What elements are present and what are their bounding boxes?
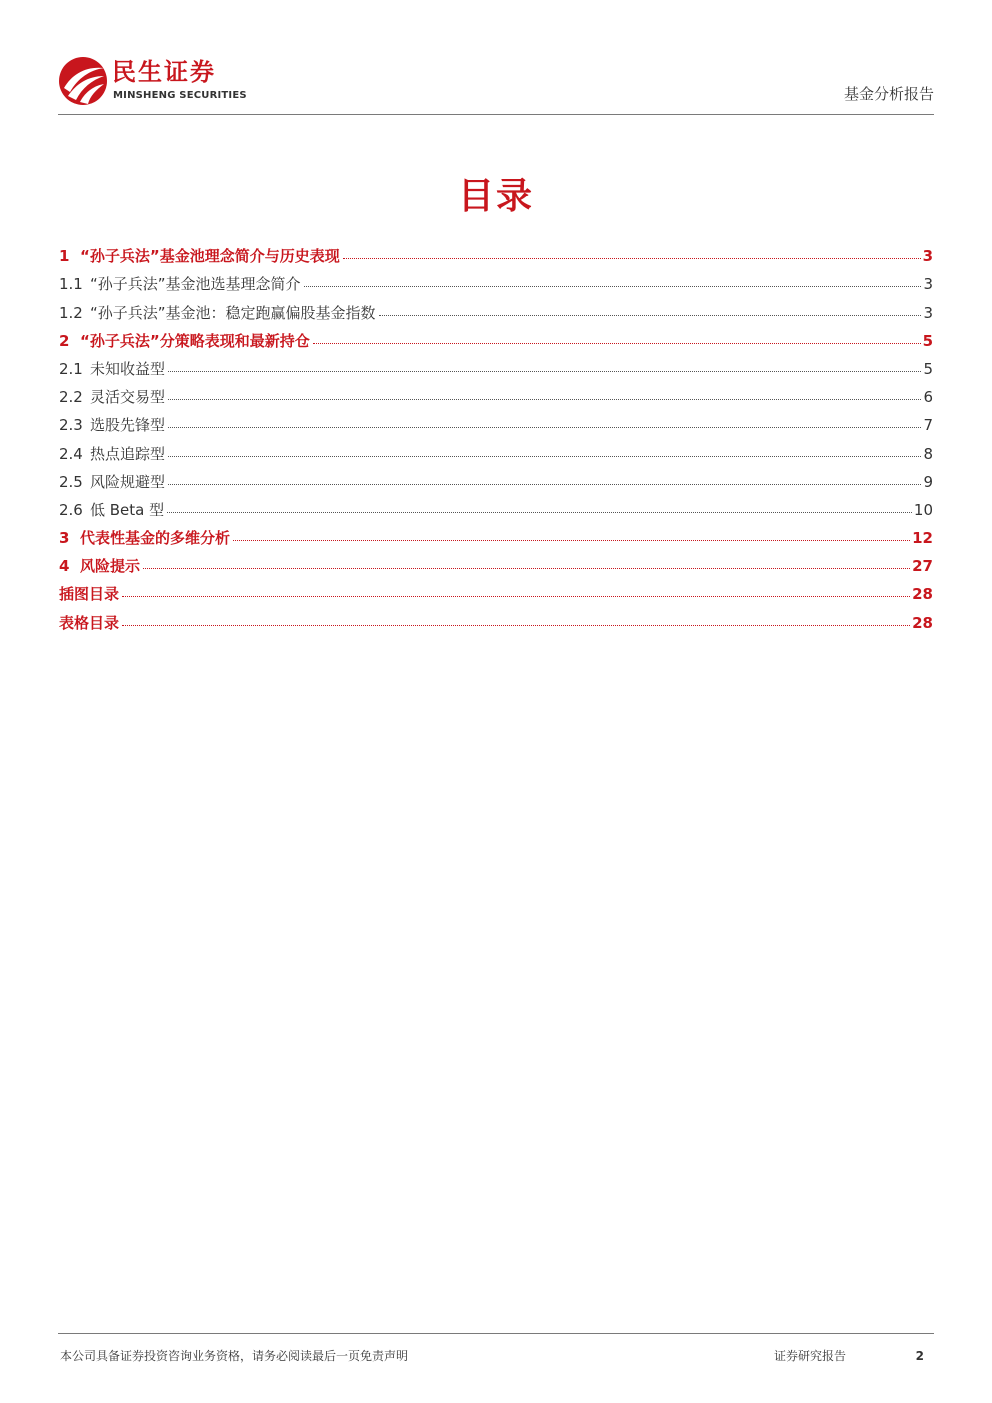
toc-entry-page: 27 [912, 557, 933, 576]
toc-entry-level2[interactable] [59, 351, 933, 379]
toc-entry-title: 选股先锋型 [90, 416, 166, 435]
toc-entry-title: 代表性基金的多维分析 [80, 529, 231, 548]
toc-entry-level2[interactable] [59, 266, 933, 294]
toc-entry-level2[interactable] [59, 435, 933, 463]
toc-entry-level2[interactable] [59, 492, 933, 520]
toc-dot-leader [168, 456, 921, 457]
toc-dot-leader [168, 371, 921, 372]
toc-entry-level1[interactable] [59, 323, 933, 351]
toc-entry-title: 表格目录 [59, 613, 120, 632]
toc-entry-level2[interactable] [59, 294, 933, 322]
report-type-label: 基金分析报告 [843, 85, 934, 103]
toc-dot-leader [304, 286, 922, 287]
company-logo [58, 56, 258, 106]
page-header [58, 56, 934, 115]
toc-entry-level1[interactable] [59, 520, 933, 548]
toc-entry-title: 热点追踪型 [90, 444, 166, 463]
toc-entry-title: “孙子兵法”分策略表现和最新持仓 [80, 331, 310, 350]
table-of-contents [59, 238, 933, 633]
toc-entry-level1[interactable] [59, 576, 933, 604]
toc-entry-page: 7 [923, 416, 933, 435]
toc-dot-leader [168, 427, 921, 428]
toc-entry-page: 3 [922, 247, 933, 266]
toc-entry-title: 风险规避型 [90, 472, 166, 491]
toc-dot-leader [343, 258, 921, 259]
toc-entry-page: 10 [913, 500, 933, 519]
toc-entry-number: 1 [59, 247, 70, 266]
toc-entry-number: 2.6 [59, 500, 83, 519]
toc-entry-number: 2.3 [59, 416, 83, 435]
toc-dot-leader [122, 625, 910, 626]
toc-dot-leader [168, 484, 921, 485]
toc-entry-title: “孙子兵法”基金池选基理念简介 [90, 275, 301, 294]
toc-entry-level1[interactable] [59, 604, 933, 632]
toc-entry-number: 2 [59, 331, 70, 350]
toc-dot-leader [313, 343, 921, 344]
toc-entry-number: 2.1 [59, 359, 83, 378]
toc-entry-title: 未知收益型 [90, 359, 166, 378]
toc-entry-title: 灵活交易型 [90, 388, 166, 407]
toc-entry-title: 插图目录 [59, 585, 120, 604]
toc-entry-page: 6 [923, 388, 933, 407]
toc-entry-page: 28 [912, 585, 933, 604]
toc-entry-number: 2.2 [59, 388, 83, 407]
toc-entry-number: 1.1 [59, 275, 83, 294]
toc-heading: 目录 [457, 176, 534, 217]
toc-dot-leader [233, 540, 910, 541]
page-footer [58, 1333, 934, 1374]
toc-entry-level2[interactable] [59, 464, 933, 492]
toc-entry-title: 风险提示 [80, 557, 141, 576]
minsheng-logo-icon [58, 56, 108, 106]
toc-dot-leader [379, 315, 922, 316]
toc-entry-page: 8 [923, 444, 933, 463]
toc-entry-page: 9 [923, 472, 933, 491]
footer-report-label: 证券研究报告 [774, 1349, 847, 1363]
toc-entry-page: 5 [923, 359, 933, 378]
toc-dot-leader [143, 568, 910, 569]
toc-entry-number: 3 [59, 529, 70, 548]
toc-entry-level2[interactable] [59, 407, 933, 435]
toc-entry-page: 5 [922, 331, 933, 350]
toc-entry-page: 12 [912, 529, 933, 548]
toc-entry-number: 2.4 [59, 444, 83, 463]
logo-english-name: MINSHENG SECURITIES [113, 90, 247, 101]
toc-entry-level2[interactable] [59, 379, 933, 407]
toc-entry-number: 2.5 [59, 472, 83, 491]
toc-entry-title: “孙子兵法”基金池理念简介与历史表现 [80, 247, 340, 266]
toc-entry-page: 3 [923, 303, 933, 322]
toc-entry-level1[interactable] [59, 548, 933, 576]
toc-dot-leader [168, 399, 921, 400]
toc-entry-number: 4 [59, 557, 70, 576]
toc-entry-title: 低 Beta 型 [90, 500, 165, 519]
toc-entry-title: “孙子兵法”基金池：稳定跑赢偏股基金指数 [90, 303, 376, 322]
toc-dot-leader [167, 512, 912, 513]
toc-entry-page: 28 [912, 613, 933, 632]
toc-entry-page: 3 [923, 275, 933, 294]
toc-entry-level1[interactable] [59, 238, 933, 266]
logo-chinese-name: 民生证券 [112, 58, 216, 86]
toc-dot-leader [122, 596, 910, 597]
page-number: 2 [915, 1349, 924, 1363]
toc-entry-number: 1.2 [59, 303, 83, 322]
footer-disclaimer: 本公司具备证券投资咨询业务资格，请务必阅读最后一页免责声明 [60, 1349, 409, 1363]
